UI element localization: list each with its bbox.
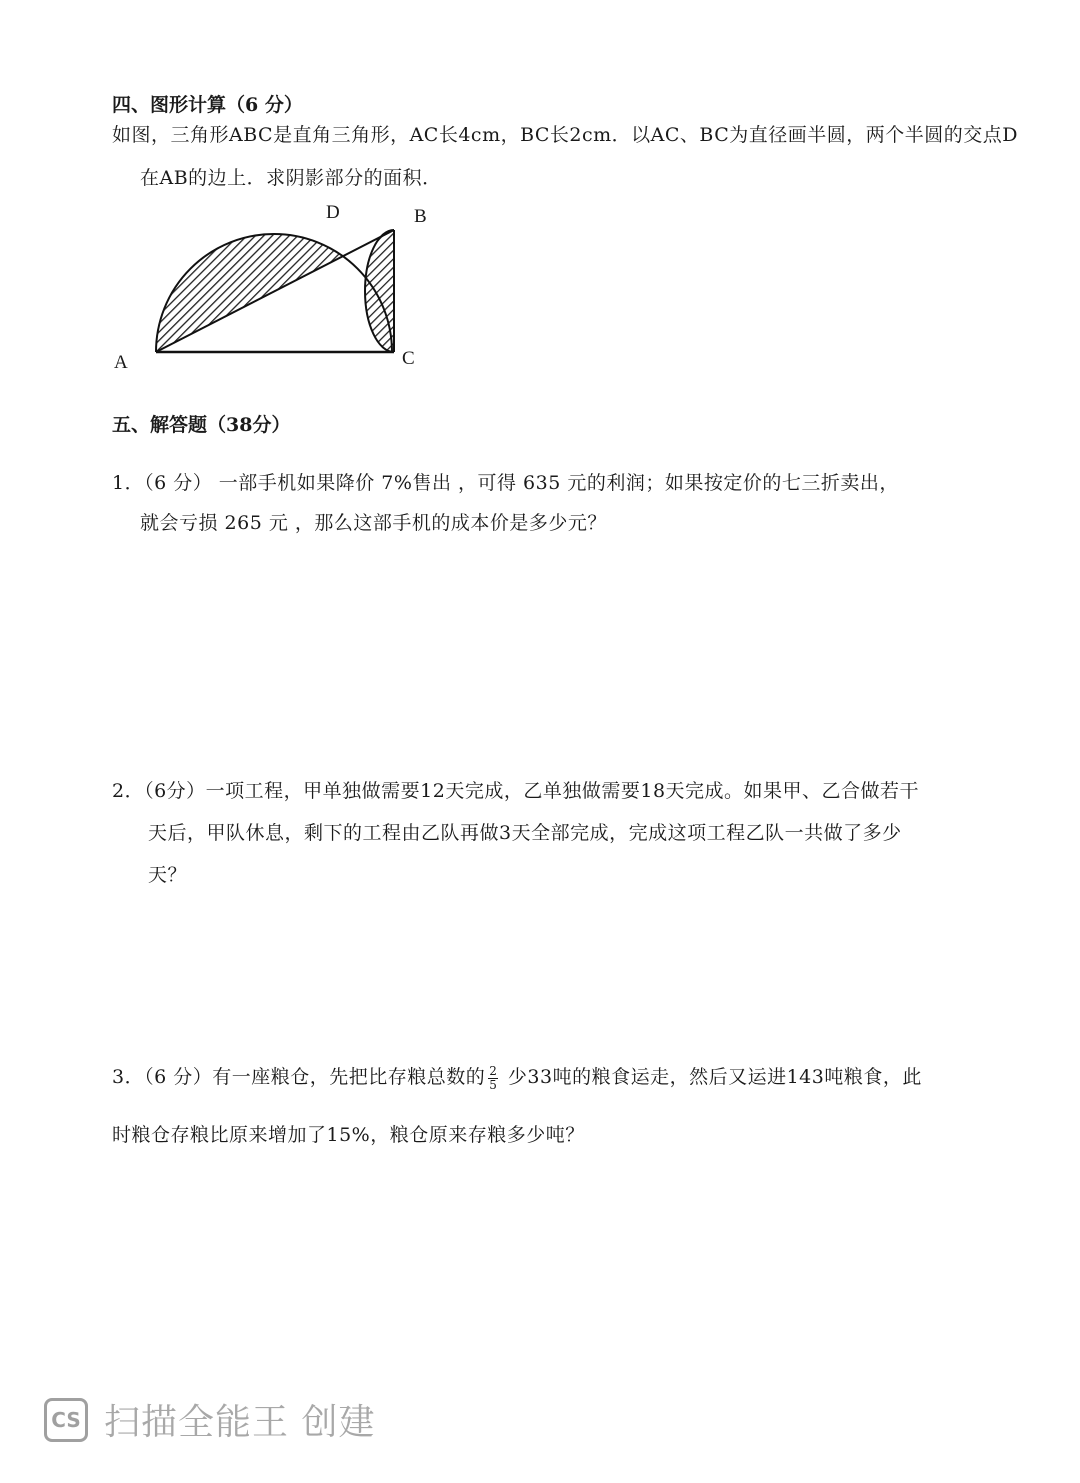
section-4-heading: 四、图形计算（6 分） xyxy=(112,94,303,116)
point-label-b: B xyxy=(414,206,427,227)
point-label-a: A xyxy=(114,352,128,373)
scanner-watermark xyxy=(44,1394,375,1445)
triangle-semicircles-figure xyxy=(100,195,440,385)
q2-line-1: 2．（6分）一项工程，甲单独做需要12天完成，乙单独做需要18天完成。如果甲、乙合做若干 xyxy=(112,780,920,802)
q2-line-3: 天？ xyxy=(148,864,188,886)
shaded-region-left xyxy=(156,195,440,352)
watermark-text: 扫描全能王 创建 xyxy=(104,1402,376,1443)
point-label-d: D xyxy=(326,202,340,223)
q3-line-1-end: 少33吨的粮食运走，然后又运进143吨粮食，此 xyxy=(501,1066,922,1088)
fraction-numerator: 2 xyxy=(489,1063,498,1078)
fraction-denominator: 5 xyxy=(489,1077,498,1092)
q3-line-2: 时粮仓存粮比原来增加了15%，粮仓原来存粮多少吨？ xyxy=(112,1124,585,1146)
point-label-c: C xyxy=(402,348,415,369)
q3-line-1 xyxy=(112,1062,922,1092)
section-5-heading: 五、解答题（38分） xyxy=(112,414,291,436)
q3-line-1-start: 3．（6 分）有一座粮仓，先把比存粮总数的 xyxy=(112,1066,486,1088)
q1-line-1: 1．（6 分） 一部手机如果降价 7%售出 ，可得 635 元的利润；如果按定价的七三折卖出， xyxy=(112,472,899,494)
q1-line-2: 就会亏损 265 元 ，那么这部手机的成本价是多少元？ xyxy=(140,512,607,534)
fraction-two-fifths xyxy=(488,1065,498,1092)
section-4-problem-line-2: 在AB的边上．求阴影部分的面积． xyxy=(140,167,442,189)
section-4-problem-line-1: 如图，三角形ABC是直角三角形，AC长4cm，BC长2cm．以AC、BC为直径画半圆，两个半圆的交点D xyxy=(112,124,1019,146)
camscanner-logo-icon: CS xyxy=(44,1398,88,1442)
q2-line-2: 天后，甲队休息，剩下的工程由乙队再做3天全部完成，完成这项工程乙队一共做了多少 xyxy=(148,822,902,844)
